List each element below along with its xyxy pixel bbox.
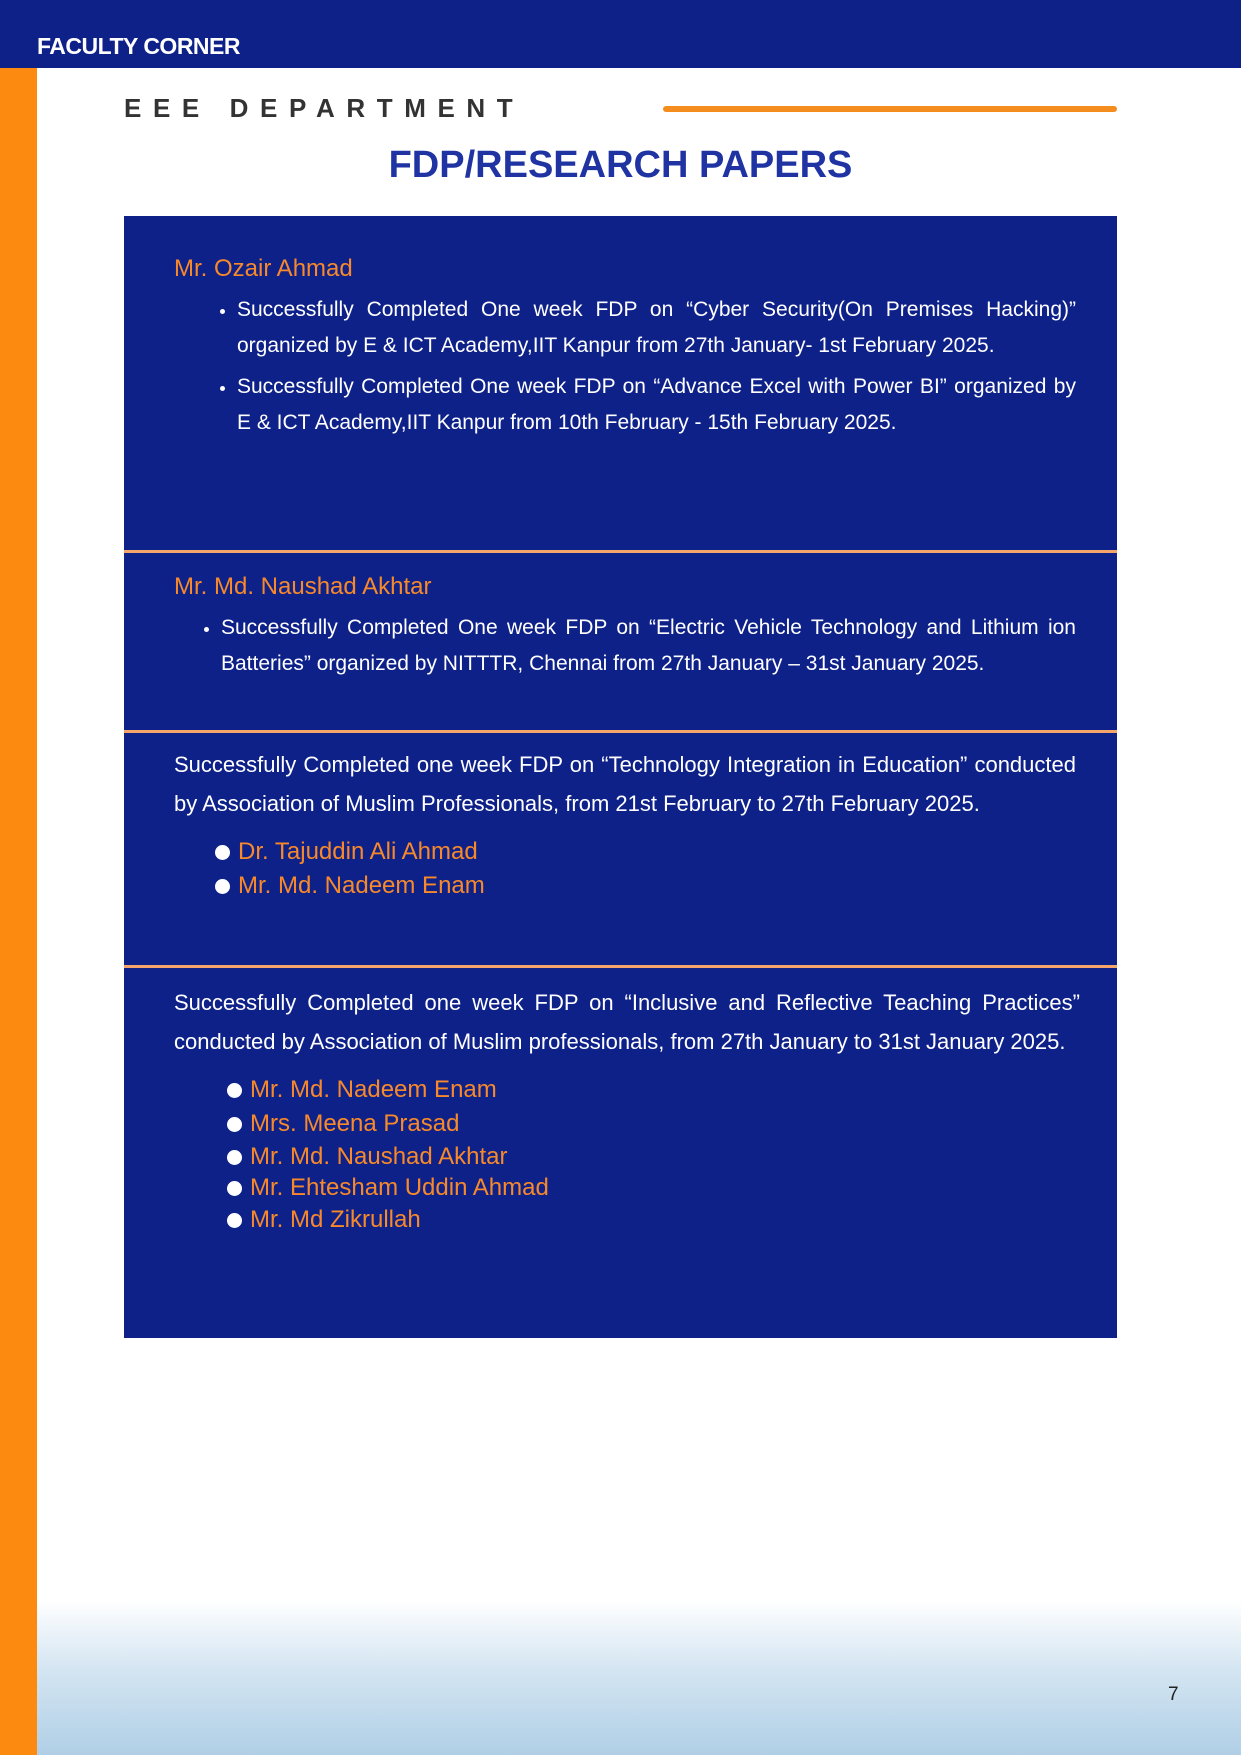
faculty-name: Mr. Ozair Ahmad [174,255,353,282]
participant-name: Mr. Md. Naushad Akhtar [250,1143,508,1170]
bottom-gradient [37,1600,1241,1755]
faculty-name: Mr. Md. Naushad Akhtar [174,573,432,600]
bullet-dot [227,1150,242,1165]
bullet-dot [227,1117,242,1132]
department-rule [663,106,1117,112]
participant-item [227,1203,1080,1237]
bullet-dot [227,1181,242,1196]
participant-item [227,1173,1080,1203]
fdp-list [174,610,1076,682]
section-divider [124,730,1117,733]
bullet-dot [215,845,230,860]
section-ozair-ahmad [174,254,1076,446]
faculty-corner-label: FACULTY CORNER [37,33,240,59]
participant-name: Mrs. Meena Prasad [250,1110,460,1137]
side-accent-strip [0,68,37,1755]
participant-item [227,1141,1080,1173]
section-divider [124,550,1117,553]
page-title: FDP/RESEARCH PAPERS [388,144,853,186]
participant-item [215,869,1076,903]
fdp-description: Successfully Completed one week FDP on “Technology Integration in Education” conducted by Association of Muslim Professionals, from 21st February to 27th February 2025. [174,752,1076,816]
fdp-list [174,292,1076,441]
page-number: 7 [1168,1684,1179,1705]
section-technology-integration [174,745,1076,903]
participant-list [174,835,1076,903]
department-title: EEE DEPARTMENT [124,93,525,123]
participant-item [227,1073,1080,1107]
participant-name: Mr. Ehtesham Uddin Ahmad [250,1174,549,1201]
bullet-dot [227,1213,242,1228]
section-divider [124,965,1117,968]
fdp-panel [124,216,1117,1338]
participant-item [215,835,1076,869]
fdp-item: • Successfully Completed One week FDP on “Advance Excel with Power BI” organized by E & ICT Academy,IIT Kanpur from 10th February - 15th February 2025. [237,369,1076,441]
participant-name: Dr. Tajuddin Ali Ahmad [238,838,478,865]
participant-name: Mr. Md. Nadeem Enam [238,872,485,899]
fdp-description: Successfully Completed one week FDP on “Inclusive and Reflective Teaching Practices” conducted by Association of Muslim professionals, from 27th January to 31st January 2025. [174,990,1080,1054]
section-naushad-akhtar [174,572,1076,687]
section-inclusive-teaching [174,983,1080,1237]
participant-item [227,1107,1080,1141]
fdp-item: • Successfully Completed One week FDP on “Electric Vehicle Technology and Lithium ion Batteries” organized by NITTTR, Chennai from 27th January – 31st January 2025. [221,610,1076,682]
participant-name: Mr. Md. Nadeem Enam [250,1076,497,1103]
bullet-dot [227,1083,242,1098]
participant-name: Mr. Md Zikrullah [250,1206,421,1233]
bullet-dot [215,879,230,894]
participant-list [174,1073,1080,1237]
top-banner [0,0,1241,68]
fdp-item: • Successfully Completed One week FDP on “Cyber Security(On Premises Hacking)” organized by E & ICT Academy,IIT Kanpur from 27th January- 1st February 2025. [237,292,1076,364]
